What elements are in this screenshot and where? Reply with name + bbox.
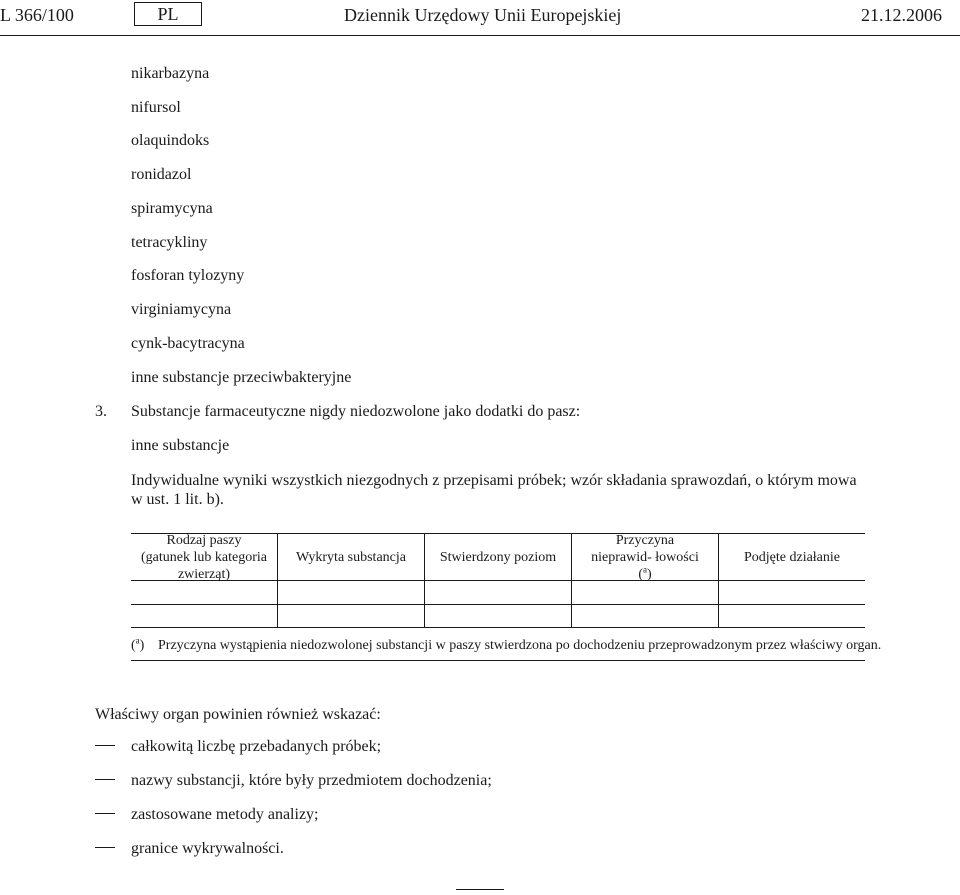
- language-badge: [134, 2, 202, 26]
- intro-paragraph: Indywidualne wyniki wszystkich niezgodnych z przepisami próbek; wzór składania sprawozdań, o którym mowa w ust. 1 lit. b).: [131, 472, 857, 508]
- column-header-label: Stwierdzony poziom: [439, 549, 557, 565]
- list-dash: [95, 813, 115, 814]
- column-header-level: [425, 536, 571, 578]
- substance-item: virginiamycyna: [131, 301, 232, 318]
- substance-item: nikarbazyna: [131, 65, 210, 82]
- column-header-substance: [278, 536, 424, 578]
- list-dash: [95, 847, 115, 848]
- column-header-feed-type: [131, 532, 277, 582]
- column-header-label: Podjęte działanie: [743, 549, 841, 565]
- column-header-label: [585, 532, 705, 583]
- closing-list-item: granice wykrywalności.: [131, 840, 284, 857]
- substance-item: nifursol: [131, 99, 181, 116]
- section-number: 3.: [95, 403, 107, 420]
- footnote-mark: a: [135, 635, 140, 646]
- closing-lead: Właściwy organ powinien również wskazać:: [95, 706, 381, 723]
- substance-item: inne substancje przeciwbakteryjne: [131, 369, 352, 386]
- column-header-label: Rodzaj paszy (gatunek lub kategoria zwierząt): [141, 532, 267, 582]
- journal-title: Dziennik Urzędowy Unii Europejskiej: [344, 5, 622, 25]
- footnote-close: ): [139, 638, 145, 653]
- substance-item: ronidazol: [131, 166, 192, 183]
- header-rule: [0, 35, 960, 36]
- footnote-text: Przyczyna wystąpienia niedozwolonej substancji w paszy stwierdzona po dochodzeniu przeprowadzonym przez właściwy organ.: [158, 638, 882, 653]
- section-title: Substancje farmaceutyczne nigdy niedozwolone jako dodatki do pasz:: [131, 403, 581, 420]
- substance-item: olaquindoks: [131, 132, 210, 149]
- column-header-label: Wykryta substancja: [296, 549, 406, 565]
- publication-date: 21.12.2006: [861, 5, 942, 25]
- substance-item: cynk-bacytracyna: [131, 335, 245, 352]
- closing-list-item: całkowitą liczbę przebadanych próbek;: [131, 738, 382, 755]
- closing-list-item: zastosowane metody analizy;: [131, 806, 319, 823]
- table-row-rule: [131, 604, 865, 605]
- footnote-reference: a: [643, 563, 647, 574]
- substance-item: spiramycyna: [131, 200, 213, 217]
- column-header-reason: [572, 532, 718, 582]
- column-header-text: Przyczyna nieprawid- łowości (: [591, 532, 699, 582]
- footnote-marker: [131, 637, 144, 655]
- page-reference: L 366/100: [0, 5, 74, 25]
- column-header-close: ): [647, 566, 652, 582]
- language-code: PL: [157, 4, 179, 24]
- column-header-action: [719, 536, 865, 578]
- closing-list-item: nazwy substancji, które były przedmiotem dochodzenia;: [131, 772, 492, 789]
- list-dash: [95, 745, 115, 746]
- section-item: inne substancje: [131, 437, 230, 454]
- substance-item: fosforan tylozyny: [131, 267, 245, 284]
- substance-item: tetracykliny: [131, 234, 208, 251]
- end-of-document-rule: [456, 889, 504, 890]
- footnote-rule: [131, 660, 865, 661]
- footnote-open: (: [131, 638, 136, 653]
- table-bottom-rule: [131, 627, 865, 628]
- list-dash: [95, 779, 115, 780]
